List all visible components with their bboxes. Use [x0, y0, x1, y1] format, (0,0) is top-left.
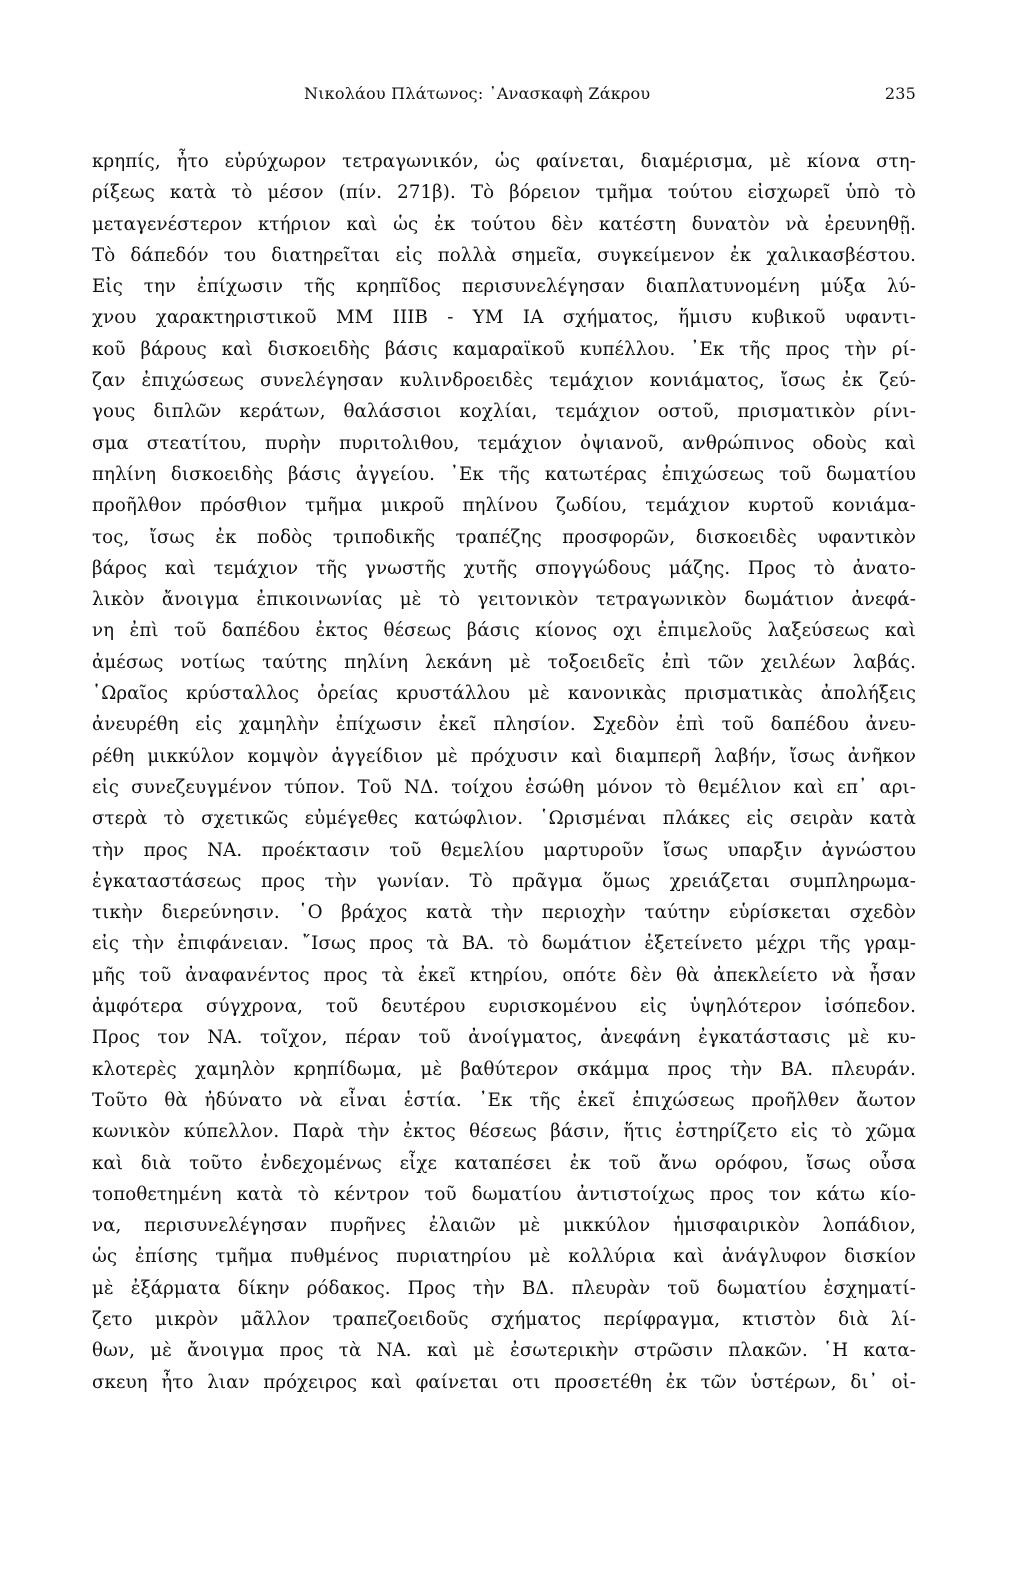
- text-line: ἐγκαταστάσεως προς τὴν γωνίαν. Τὸ πρᾶγμα ὅμως χρειάζεται συμπληρωμα-: [92, 870, 916, 892]
- text-line: ἀμέσως νοτίως ταύτης πηλίνη λεκάνη μὲ τοξοειδεῖς ἐπὶ τῶν χειλέων λαβάς.: [92, 651, 916, 673]
- text-line: Προς τον ΝΑ. τοῖχον, πέραν τοῦ ἀνοίγματος, ἀνεφάνη ἐγκατάστασις μὲ κυ-: [92, 1027, 916, 1049]
- text-line: Τοῦτο θὰ ἠδύνατο νὰ εἶναι ἑστία. ᾿Εκ τῆς ἐκεῖ ἐπιχώσεως προῆλθεν ἄωτον: [92, 1089, 916, 1111]
- text-line: βάρος καὶ τεμάχιον τῆς γνωστῆς χυτῆς σπογγώδους μάζης. Προς τὸ ἀνατο-: [92, 557, 916, 579]
- text-line: κωνικὸν κύπελλον. Παρὰ τὴν ἐκτος θέσεως βάσιν, ἥτις ἐστηρίζετο εἰς τὸ χῶμα: [92, 1121, 916, 1143]
- text-line: ρίξεως κατὰ τὸ μέσον (πίν. 271β). Τὸ βόρειον τμῆμα τούτου εἰσχωρεῖ ὑπὸ τὸ: [92, 182, 916, 204]
- text-line: εἰς τὴν ἐπιφάνειαν. ῎Ισως προς τὰ ΒΑ. τὸ δωμάτιον ἐξετείνετο μέχρι τῆς γραμ-: [92, 933, 916, 955]
- text-line: Τὸ δάπεδόν του διατηρεῖται εἰς πολλὰ σημεῖα, συγκείμενον ἐκ χαλικασβέστου.: [92, 244, 916, 266]
- text-line: θων, μὲ ἄνοιγμα προς τὰ ΝΑ. καὶ μὲ ἐσωτερικὴν στρῶσιν πλακῶν. ῾Η κατα-: [92, 1340, 916, 1362]
- text-line: κλοτερὲς χαμηλὸν κρηπίδωμα, μὲ βαθύτερον σκάμμα προς τὴν ΒΑ. πλευράν.: [92, 1058, 916, 1080]
- text-line: ὡς ἐπίσης τμῆμα πυθμένος πυριατηρίου μὲ κολλύρια καὶ ἀνάγλυφον δισκίον: [92, 1246, 916, 1268]
- text-line: ἀμφότερα σύγχρονα, τοῦ δευτέρου ευρισκομένου εἰς ὑψηλότερον ἰσόπεδον.: [92, 996, 916, 1018]
- text-line: ζαν ἐπιχώσεως συνελέγησαν κυλινδροειδὲς τεμάχιον κονιάματος, ἴσως ἐκ ζεύ-: [92, 370, 916, 392]
- text-line: λικὸν ἄνοιγμα ἐπικοινωνίας μὲ τὸ γειτονικὸν τετραγωνικὸν δωμάτιον ἀνεφά-: [92, 589, 916, 611]
- page-header: [92, 72, 916, 112]
- text-line: γους διπλῶν κεράτων, θαλάσσιοι κοχλίαι, τεμάχιον οστοῦ, πρισματικὸν ρίνι-: [92, 401, 916, 423]
- text-line: μῆς τοῦ ἀναφανέντος προς τὰ ἐκεῖ κτηρίου, οπότε δὲν θὰ ἀπεκλείετο νὰ ἦσαν: [92, 964, 916, 986]
- text-line: ζετο μικρὸν μᾶλλον τραπεζοειδοῦς σχήματος περίφραγμα, κτιστὸν διὰ λί-: [92, 1308, 916, 1330]
- text-line: μεταγενέστερον κτήριον καὶ ὡς ἐκ τούτου δὲν κατέστη δυνατὸν νὰ ἐρευνηθῇ.: [92, 213, 916, 235]
- text-line: στερὰ τὸ σχετικῶς εὐμέγεθες κατώφλιον. ῾Ωρισμέναι πλάκες εἰς σειρὰν κατὰ: [92, 808, 916, 830]
- running-title: Νικολάου Πλάτωνος: ᾿Ανασκαφὴ Ζάκρου: [304, 84, 651, 103]
- text-line: προῆλθον πρόσθιον τμῆμα μικροῦ πηλίνου ζωδίου, τεμάχιον κυρτοῦ κονιάμα-: [92, 495, 916, 517]
- text-line: νη ἐπὶ τοῦ δαπέδου ἐκτος θέσεως βάσις κίονος οχι ἐπιμελοῦς λαξεύσεως καὶ: [92, 620, 916, 642]
- page-number: 235: [884, 84, 916, 103]
- text-line: ἀνευρέθη εἰς χαμηλὴν ἐπίχωσιν ἐκεῖ πλησίον. Σχεδὸν ἐπὶ τοῦ δαπέδου ἀνευ-: [92, 714, 916, 736]
- text-line: τος, ἴσως ἐκ ποδὸς τριποδικῆς τραπέζης προσφορῶν, δισκοειδὲς υφαντικὸν: [92, 526, 916, 548]
- text-line: κοῦ βάρους καὶ δισκοειδὴς βάσις καμαραϊκοῦ κυπέλλου. ᾿Εκ τῆς προς τὴν ρί-: [92, 338, 916, 360]
- text-line: καὶ διὰ τοῦτο ἐνδεχομένως εἶχε καταπέσει ἐκ τοῦ ἄνω ορόφου, ἴσως οὖσα: [92, 1152, 916, 1174]
- text-line: σμα στεατίτου, πυρὴν πυριτολιθου, τεμάχιον ὀψιανοῦ, ανθρώπινος οδοὺς καὶ: [92, 432, 916, 454]
- text-line: ῾Ωραῖος κρύσταλλος ὀρείας κρυστάλλου μὲ κανονικὰς πρισματικὰς ἀπολήξεις: [92, 683, 916, 705]
- text-line: μὲ ἐξάρματα δίκην ρόδακος. Προς τὴν ΒΔ. πλευρὰν τοῦ δωματίου ἐσχηματί-: [92, 1277, 916, 1299]
- text-line: πηλίνη δισκοειδὴς βάσις ἀγγείου. ᾿Εκ τῆς κατωτέρας ἐπιχώσεως τοῦ δωματίου: [92, 463, 916, 485]
- text-line: τικὴν διερεύνησιν. ῾Ο βράχος κατὰ τὴν περιοχὴν ταύτην εὑρίσκεται σχεδὸν: [92, 902, 916, 924]
- text-line: τοποθετημένη κατὰ τὸ κέντρον τοῦ δωματίου ἀντιστοίχως προς τον κάτω κίο-: [92, 1183, 916, 1205]
- text-line: κρηπίς, ἦτο εὐρύχωρον τετραγωνικόν, ὡς φαίνεται, διαμέρισμα, μὲ κίονα στη-: [92, 151, 916, 172]
- text-line: χνου χαρακτηριστικοῦ ΜΜ ΙΙΙΒ - ΥΜ ΙΑ σχήματος, ἥμισυ κυβικοῦ υφαντι-: [92, 307, 916, 329]
- body-text: [92, 146, 916, 1398]
- text-line: ρέθη μικκύλον κομψὸν ἀγγείδιον μὲ πρόχυσιν καὶ διαμπερῆ λαβήν, ἴσως ἀνῆκον: [92, 745, 916, 767]
- text-line: να, περισυνελέγησαν πυρῆνες ἐλαιῶν μὲ μικκύλον ἡμισφαιρικὸν λοπάδιον,: [92, 1215, 916, 1237]
- text-line: Εἰς την ἐπίχωσιν τῆς κρηπῖδος περισυνελέγησαν διαπλατυνομένη μύξα λύ-: [92, 276, 916, 298]
- text-line: σκευη ἦτο λιαν πρόχειρος καὶ φαίνεται οτι προσετέθη ἐκ τῶν ὑστέρων, δι᾿ οἰ-: [92, 1371, 916, 1393]
- text-line: εἰς συνεζευγμένον τύπον. Τοῦ ΝΔ. τοίχου ἐσώθη μόνον τὸ θεμέλιον καὶ επ᾿ αρι-: [92, 776, 916, 798]
- text-line: τὴν προς ΝΑ. προέκτασιν τοῦ θεμελίου μαρτυροῦν ἴσως υπαρξιν ἀγνώστου: [92, 839, 916, 861]
